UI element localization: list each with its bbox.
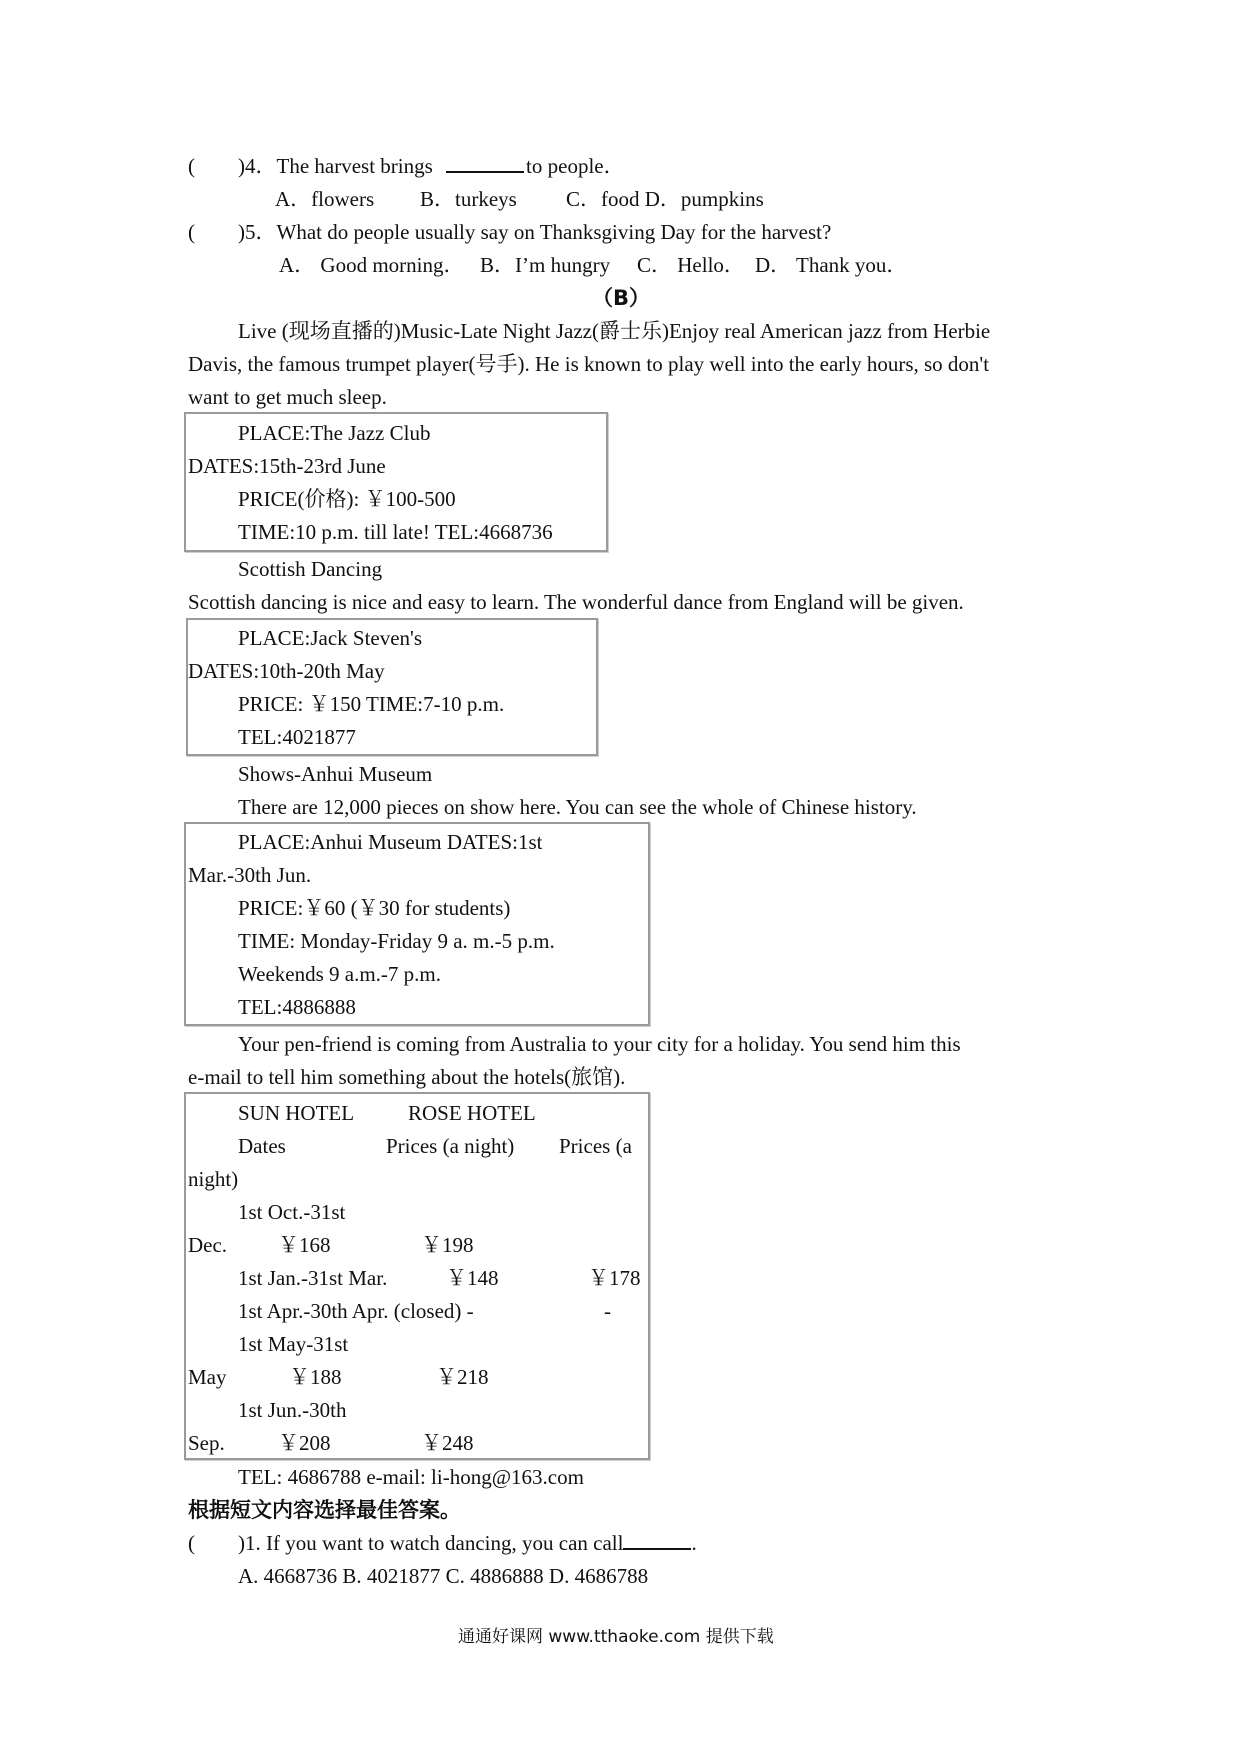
q1-blank[interactable]	[623, 1530, 691, 1550]
museum-place-dates: PLACE:Anhui Museum DATES:1st	[238, 830, 543, 854]
q4-text: )4．The harvest brings	[238, 154, 433, 178]
jazz-dates: DATES:15th-23rd June	[188, 454, 386, 478]
hotel-row3-dates: 1st Apr.-30th Apr. (closed) -	[238, 1299, 474, 1323]
q1-stem	[238, 1527, 697, 1560]
scottish-dates: DATES:10th-20th May	[188, 659, 385, 683]
q5-option-c[interactable]: C． Hello．	[637, 253, 745, 277]
scottish-desc: Scottish dancing is nice and easy to learn. The wonderful dance from England will be given.	[188, 590, 964, 614]
hotel-row2-dates: 1st Jan.-31st Mar.	[238, 1266, 388, 1290]
q1-paren: (	[188, 1531, 195, 1555]
hotel-sun-header: SUN HOTEL	[238, 1101, 355, 1125]
hotel-row5-rose-price: ￥248	[421, 1431, 474, 1455]
section-b-heading: （B）	[592, 286, 651, 310]
page-footer: 通通好课网 www.tthaoke.com 提供下载	[458, 1627, 774, 1647]
museum-time-weekday: TIME: Monday-Friday 9 a. m.-5 p.m.	[238, 929, 555, 953]
q5-option-b[interactable]: B．I’m hungry	[480, 253, 611, 277]
scottish-price-time: PRICE: ￥150 TIME:7-10 p.m.	[238, 692, 505, 716]
penfriend-line-2: e-mail to tell him something about the hotels(旅馆).	[188, 1065, 626, 1089]
intro-line-2: Davis, the famous trumpet player(号手). He is known to play well into the early hours, so don't	[188, 352, 990, 376]
hotel-row2-rose-price: ￥178	[588, 1266, 641, 1290]
hotel-row4-dates-cont: May	[188, 1365, 227, 1389]
q1-after: .	[691, 1531, 697, 1555]
hotel-row2-sun-price: ￥148	[446, 1266, 499, 1290]
penfriend-line-1: Your pen-friend is coming from Australia to your city for a holiday. You send him this	[238, 1032, 961, 1056]
hotel-prices-header-night: night)	[188, 1167, 239, 1191]
hotel-row1-dates: 1st Oct.-31st	[238, 1200, 346, 1224]
museum-title: Shows-Anhui Museum	[238, 762, 433, 786]
q4-option-b[interactable]: B．turkeys	[420, 187, 517, 211]
hotel-prices-header-1: Prices (a night)	[386, 1134, 515, 1158]
hotel-row5-sun-price: ￥208	[278, 1431, 331, 1455]
q4-stem	[238, 150, 625, 183]
hotel-row3-rose-price: -	[604, 1299, 611, 1323]
hotel-row5-dates-cont: Sep.	[188, 1431, 225, 1455]
hotel-row5-dates: 1st Jun.-30th	[238, 1398, 347, 1422]
intro-line-1: Live (现场直播的)Music-Late Night Jazz(爵士乐)Enjoy real American jazz from Herbie	[238, 319, 991, 343]
q4-paren: (	[188, 154, 195, 178]
hotel-row4-rose-price: ￥218	[436, 1365, 489, 1389]
scottish-tel: TEL:4021877	[238, 725, 356, 749]
jazz-place: PLACE:The Jazz Club	[238, 421, 431, 445]
hotel-row1-rose-price: ￥198	[421, 1233, 474, 1257]
scottish-title: Scottish Dancing	[238, 557, 383, 581]
hotel-rose-header: ROSE HOTEL	[408, 1101, 536, 1125]
hotel-row4-dates: 1st May-31st	[238, 1332, 349, 1356]
jazz-time-tel: TIME:10 p.m. till late! TEL:4668736	[238, 520, 553, 544]
q5-option-d[interactable]: D． Thank you．	[755, 253, 908, 277]
jazz-price: PRICE(价格): ￥100-500	[238, 487, 456, 511]
q1-options[interactable]: A. 4668736 B. 4021877 C. 4886888 D. 4686788	[238, 1564, 649, 1588]
hotel-tel-email: TEL: 4686788 e-mail: li-hong@163.com	[238, 1465, 584, 1489]
museum-price: PRICE:￥60 (￥30 for students)	[238, 896, 511, 920]
hotel-prices-header-2: Prices (a	[559, 1134, 632, 1158]
scottish-place: PLACE:Jack Steven's	[238, 626, 423, 650]
hotel-row4-sun-price: ￥188	[289, 1365, 342, 1389]
q5-option-a[interactable]: A． Good morning．	[279, 253, 465, 277]
q5-stem: )5．What do people usually say on Thanksgiving Day for the harvest?	[238, 220, 832, 244]
q5-paren: (	[188, 220, 195, 244]
q4-option-a[interactable]: A．flowers	[275, 187, 375, 211]
q4-option-cd[interactable]: C．food D．pumpkins	[566, 187, 764, 211]
hotel-dates-header: Dates	[238, 1134, 286, 1158]
museum-tel: TEL:4886888	[238, 995, 356, 1019]
museum-time-weekend: Weekends 9 a.m.-7 p.m.	[238, 962, 442, 986]
museum-desc: There are 12,000 pieces on show here. You can see the whole of Chinese history.	[238, 795, 917, 819]
hotel-row1-sun-price: ￥168	[278, 1233, 331, 1257]
intro-line-3: want to get much sleep.	[188, 385, 387, 409]
museum-dates-cont: Mar.-30th Jun.	[188, 863, 312, 887]
q1-text: )1. If you want to watch dancing, you can call	[238, 1531, 624, 1555]
hotel-row1-dates-cont: Dec.	[188, 1233, 228, 1257]
instruction-heading: 根据短文内容选择最佳答案。	[188, 1498, 461, 1522]
q4-after: to people．	[526, 154, 625, 178]
q4-blank[interactable]	[446, 153, 524, 173]
